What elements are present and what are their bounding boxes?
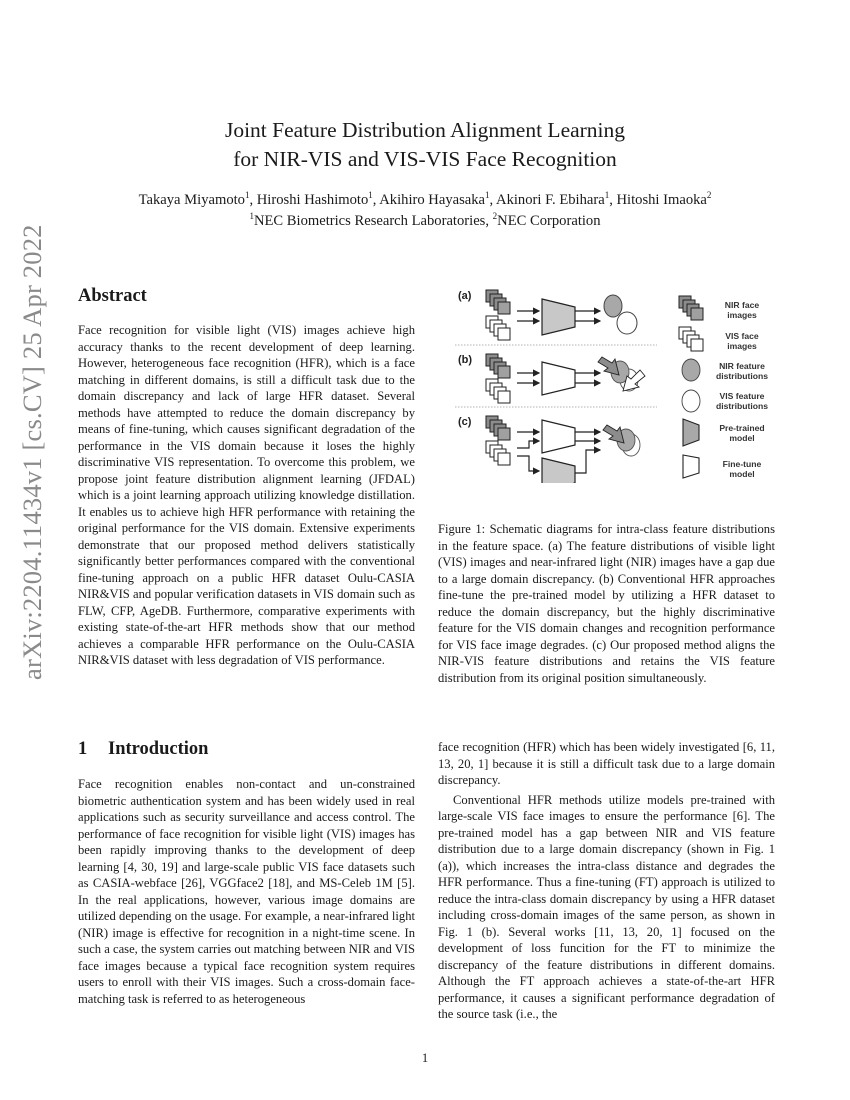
panel-label-c: (c) xyxy=(458,416,472,428)
intro-paragraph-1-continued: face recognition (HFR) which has been widely investigated [6, 11, 13, 20, 1] because it is still a difficult task due to a large domain discrepancy. xyxy=(438,740,775,787)
arxiv-stamp: arXiv:2204.11434v1 [cs.CV] 25 Apr 2022 xyxy=(17,224,47,680)
affiliation-marker: 1 xyxy=(249,211,254,221)
figure-1-caption: Figure 1: Schematic diagrams for intra-class feature distributions in the feature space. (a) The feature distributions of visible light (VIS) images and near-infrared light (NIR) images have a gap due to a large domain discrepancy. (b) Conventional HFR approaches fine-tune the pre-trained model by utilizing a HFR dataset to reduce the domain discrepancy, but the highly discriminative feature for the VIS domain changes and recognition performance for VIS face image degrades. (c) Our proposed method aligns the NIR-VIS feature distributions and retains the VIS feature distribution from its original position simultaneously. xyxy=(438,522,775,685)
affiliation-marker: 1 xyxy=(604,190,610,200)
author: Akinori F. Ebihara xyxy=(496,192,605,208)
shift-arrow-icon xyxy=(598,357,619,375)
paper-title xyxy=(0,116,850,174)
abstract-section xyxy=(78,285,415,669)
author-list: Takaya Miyamoto$^1$, Hiroshi Hashimoto$^1$, Akihiro Hayasaka$^1$, Akinori F. Ebihara$^1$, Hitoshi Imaoka$^2$ xyxy=(138,190,712,208)
affiliation: NEC Corporation xyxy=(497,213,601,229)
section-number: 1 xyxy=(78,739,88,759)
affiliation-marker: 1 xyxy=(368,190,373,200)
affiliation-marker: 2 xyxy=(492,211,498,221)
nir-face-stack-icon xyxy=(486,290,510,314)
abstract-heading: Abstract xyxy=(78,286,147,306)
abstract-text: Face recognition for visible light (VIS) images achieve high accuracy thanks to the recent development of deep learning. However, heterogeneous face recognition (HFR), which is a face matching in different domains, is still a difficult task due to the domain discrepancy and lack of large HFR dataset. Several methods have attempted to reduce the domain discrepancy by means of fine-tuning, which causes significant degradation of the performance in the VIS domain because it loses the highly discriminative VIS representation. To overcome this problem, we propose joint feature distribution alignment learning (JFDAL) which is a joint learning approach utilizing knowledge distillation. It enables us to achieve high HFR performance with retaining the original performance for the VIS domain. Extensive experiments demonstrate that our proposed method delivers statistically significantly better performances compared with the conventional fine-tuning approach on a public HFR dataset Oulu-CASIA NIR&VIS and popular verification datasets in VIS domain such as FLW, CFP, AgeDB. Furthermore, comparative experiments with existing state-of-the-art HFR methods show that our method achieves a comparable HFR performance on the Oulu-CASIA NIR&VIS dataset with less degradation of VIS performance. xyxy=(78,323,415,667)
nir-face-stack-icon xyxy=(486,416,510,440)
figure-1-diagram xyxy=(452,283,792,483)
vis-face-stack-icon xyxy=(486,441,510,465)
vis-face-stack-icon xyxy=(486,316,510,340)
intro-paragraph-1: Face recognition enables non-contact and un-constrained biometric authentication system and has been widely used in real applications such as security surveillance and access control. The performance of face recognition for visible light (VIS) images has been rapidly improving thanks to the development of deep learning [4, 30, 19] and large-scale public VIS face datasets such as CASIA-webface [26], VGGface2 [18], and MS-Celeb 1M [5]. In the real applications, however, various image domains are utilized depending on the usage. For example, a near-infrared light (NIR) image is effective for recognition in a night-time scene. In such a case, the system carries out matching between NIR and VIS face images because a typical face recognition system requires users to enroll with their VIS images. Such a cross-domain face-matching task is referred to as heterogeneous xyxy=(78,777,415,1006)
nir-distribution-icon xyxy=(604,295,622,317)
author: Akihiro Hayasaka xyxy=(379,192,486,208)
pretrained-model-icon xyxy=(542,458,575,483)
legend-label: Fine-tune xyxy=(722,459,762,469)
legend-label: distributions xyxy=(715,401,769,411)
finetune-model-icon xyxy=(542,420,575,453)
page-number: 1 xyxy=(421,1051,429,1065)
affiliation-marker: 2 xyxy=(706,190,712,200)
section-title: Introduction xyxy=(108,739,209,759)
finetune-model-icon xyxy=(542,362,575,395)
introduction-section xyxy=(78,738,415,1007)
affiliation-marker: 1 xyxy=(244,190,250,200)
legend-label: VIS face xyxy=(725,331,759,341)
figure-legend xyxy=(679,296,768,479)
legend-label: NIR feature xyxy=(719,361,765,371)
legend-label: images xyxy=(727,341,757,351)
legend-label: model xyxy=(729,469,755,479)
legend-label: VIS feature xyxy=(719,391,765,401)
legend-label: Pre-trained xyxy=(719,423,765,433)
nir-face-stack-icon xyxy=(486,354,510,378)
affiliation: NEC Biometrics Research Laboratories, xyxy=(253,213,493,229)
pretrained-model-icon xyxy=(542,299,575,335)
vis-face-stack-icon xyxy=(486,379,510,403)
affiliations xyxy=(0,211,850,232)
intro-paragraph-2: Conventional HFR methods utilize models pre-trained with large-scale VIS face images to ensure the performance [6]. The pre-trained model has a gap between NIR and VIS feature distribution due to a large domain discrepancy (shown in Fig. 1 (a)), which increases the intra-class distance and degrades the HFR performance. Thus a fine-tuning (FT) approach is utilized to reduce the intra-class domain discrepancy by using a HFR dataset including cross-domain images of the same person, as shown in Fig. 1 (b). Several works [11, 13, 20, 1] focused on the development of loss funcition for the FT to minimize the discrepancy of the feature distributions in different domains. Although the FT approach achieves a state-of-the-art HFR performance, it causes a significant performance degradation of the source task (i.e., the xyxy=(438,792,775,1021)
legend-label: model xyxy=(729,433,755,443)
section-heading xyxy=(78,738,415,760)
legend-label: images xyxy=(727,310,757,320)
panel-label-a: (a) xyxy=(458,290,472,302)
author-block xyxy=(0,190,850,232)
introduction-continued xyxy=(438,739,775,1023)
vis-distribution-icon xyxy=(617,312,637,334)
shift-arrow-icon xyxy=(603,425,624,443)
legend-label: distributions xyxy=(715,371,769,381)
title-line-2: for NIR-VIS and VIS-VIS Face Recognition xyxy=(233,147,617,171)
author: Hiroshi Hashimoto xyxy=(256,192,369,208)
legend-label: NIR face xyxy=(724,300,760,310)
author: Hitoshi Imaoka xyxy=(616,192,707,208)
author: Takaya Miyamoto xyxy=(138,192,245,208)
title-line-1: Joint Feature Distribution Alignment Learning xyxy=(224,118,626,142)
affiliation-marker: 1 xyxy=(485,190,490,200)
panel-label-b: (b) xyxy=(458,354,473,366)
